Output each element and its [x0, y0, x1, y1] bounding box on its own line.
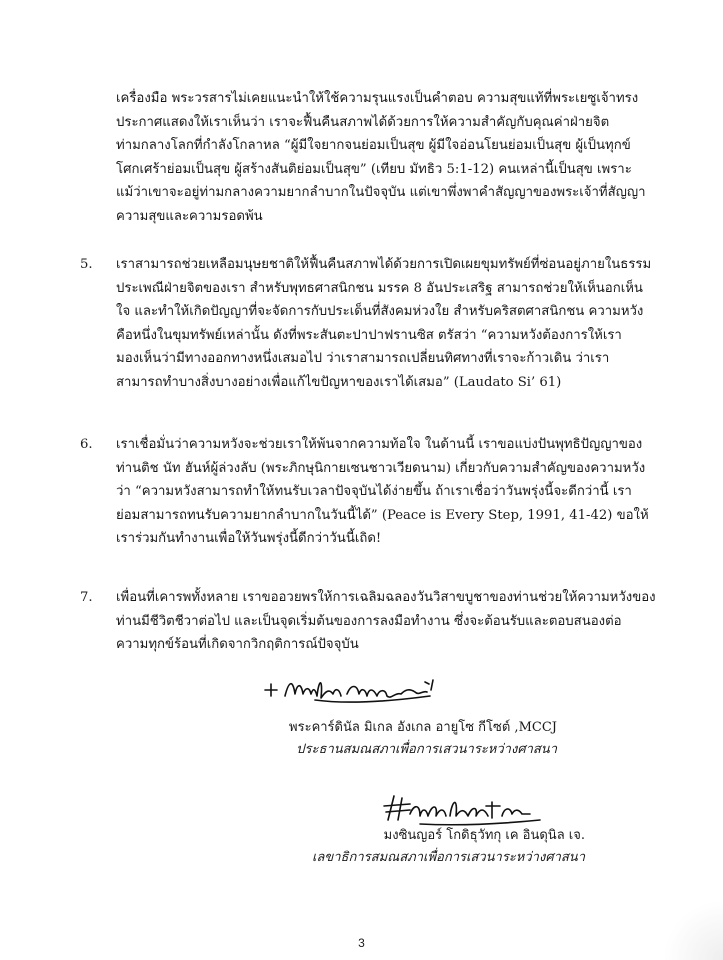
paragraph-number: 5.	[80, 257, 93, 272]
handwritten-signature-president	[255, 670, 445, 712]
text-line: คือหนึ่งในขุมทรัพย์เหล่านั้น ดังที่พระสันตะปาปาฟรานซิส ตรัสว่า “ความหวังต้องการให้เรา	[116, 327, 622, 343]
text-line: มองเห็นว่ามีทางออกทางหนึ่งเสมอไป ว่าเราสามารถเปลี่ยนทิศทางที่เราจะก้าวเดิน ว่าเรา	[116, 351, 610, 366]
signature-block-secretary	[312, 825, 585, 869]
text-line: เพื่อนที่เคารพทั้งหลาย เราขออวยพรให้การเฉลิมฉลองวันวิสาขบูชาของท่านช่วยให้ความหวังของ	[116, 590, 656, 605]
text-line: ความทุกข์ร้อนที่เกิดจากวิกฤติการณ์ปัจจุบัน	[116, 637, 359, 652]
text-line: โศกเศร้าย่อมเป็นสุข ผู้สร้างสันติย่อมเป็นสุข” (เทียบ มัทธิว 5:1-12) คนเหล่านี้เป็นสุข เพราะ	[116, 161, 632, 177]
text-line: ท่านติช นัท ฮันห์ผู้ล่วงลับ (พระภิกษุนิกายเซนชาวเวียดนาม) เกี่ยวกับความสำคัญของความหวัง	[116, 460, 646, 476]
text-line: เราเชื่อมั่นว่าความหวังจะช่วยเราให้พ้นจากความท้อใจ ในด้านนี้ เราขอแบ่งปันพุทธิปัญญาของ	[116, 437, 643, 452]
signatory-title: ประธานสมณสภาเพื่อการเสวนาระหว่างศาสนา	[296, 742, 557, 757]
text-line: ใจ และทำให้เกิดปัญญาที่จะจัดการกับประเด็นที่สังคมห่วงใย สำหรับคริสตศาสนิกชน ความหวัง	[116, 304, 644, 319]
signatory-title: เลขาธิการสมณสภาเพื่อการเสวนาระหว่างศาสนา	[311, 850, 585, 865]
paragraph-intro	[116, 87, 671, 228]
text-line: ประกาศแสดงให้เราเห็นว่า เราจะฟื้นคืนสภาพได้ด้วยการให้ความสำคัญกับคุณค่าฝ่ายจิต	[116, 114, 610, 130]
text-line: ความสุขและความรอดพ้น	[116, 208, 263, 224]
text-line: ประเพณีฝ่ายจิตของเรา สำหรับพุทธศาสนิกชน มรรค 8 อันประเสริฐ สามารถช่วยให้เห็นอกเห็น	[116, 280, 643, 296]
text-line: ท่านมีชีวิตชีวาต่อไป และเป็นจุดเริ่มต้นของการลงมือทำงาน ซึ่งจะต้อนรับและตอบสนองต่อ	[116, 613, 622, 629]
text-line: แม้ว่าเขาจะอยู่ท่ามกลางความยากลำบากในปัจจุบัน แต่เขาพึ่งพาคำสัญญาของพระเจ้าที่สัญญา	[116, 185, 646, 200]
page-corner-shadow	[663, 900, 723, 960]
paragraph-number: 6.	[80, 437, 93, 452]
page-number: 3	[358, 936, 365, 950]
text-line: สามารถทำบางสิ่งบางอย่างเพื่อแก้ไขปัญหาของเราได้เสมอ” (Laudato Si’ 61)	[116, 374, 562, 390]
text-line: ว่า “ความหวังสามารถทำให้ทนรับเวลาปัจจุบันได้ง่ายขึ้น ถ้าเราเชื่อว่าวันพรุ่งนี้จะดีกว่านี้ เรา	[116, 484, 632, 499]
text-line: เราร่วมกันทำงานเพื่อให้วันพรุ่งนี้ดีกว่าวันนี้เถิด!	[116, 531, 382, 546]
paragraph-7	[116, 586, 671, 657]
signatory-name: มงซินญอร์ โกดิธุวัทกุ เค อินดุนิล เจ.	[383, 828, 585, 843]
text-line: เราสามารถช่วยเหลือมนุษยชาติให้ฟื้นคืนสภาพได้ด้วยการเปิดเผยขุมทรัพย์ที่ซ่อนอยู่ภายในธรรม	[116, 257, 652, 272]
paragraph-number: 7.	[80, 590, 93, 605]
signatory-name: พระคาร์ดินัล มิเกล อังเกล อายูโซ กีโซต์ ,MCCJ	[289, 720, 557, 735]
signature-block-president	[289, 717, 557, 761]
paragraph-5	[116, 253, 671, 394]
paragraph-6	[116, 433, 671, 551]
text-line: ท่ามกลางโลกที่กำลังโกลาหล “ผู้มีใจยากจนย่อมเป็นสุข ผู้มีใจอ่อนโยนย่อมเป็นสุข ผู้เป็นทุกข์	[116, 138, 631, 153]
handwritten-signature-secretary	[380, 790, 550, 830]
text-line: ย่อมสามารถทนรับความยากลำบากในวันนี้ได้” (Peace is Every Step, 1991, 41-42) ขอให้	[116, 507, 649, 523]
text-line: เครื่องมือ พระวรสารไม่เคยแนะนำให้ใช้ความรุนแรงเป็นคำตอบ ความสุขแท้ที่พระเยซูเจ้าทรง	[116, 91, 639, 106]
